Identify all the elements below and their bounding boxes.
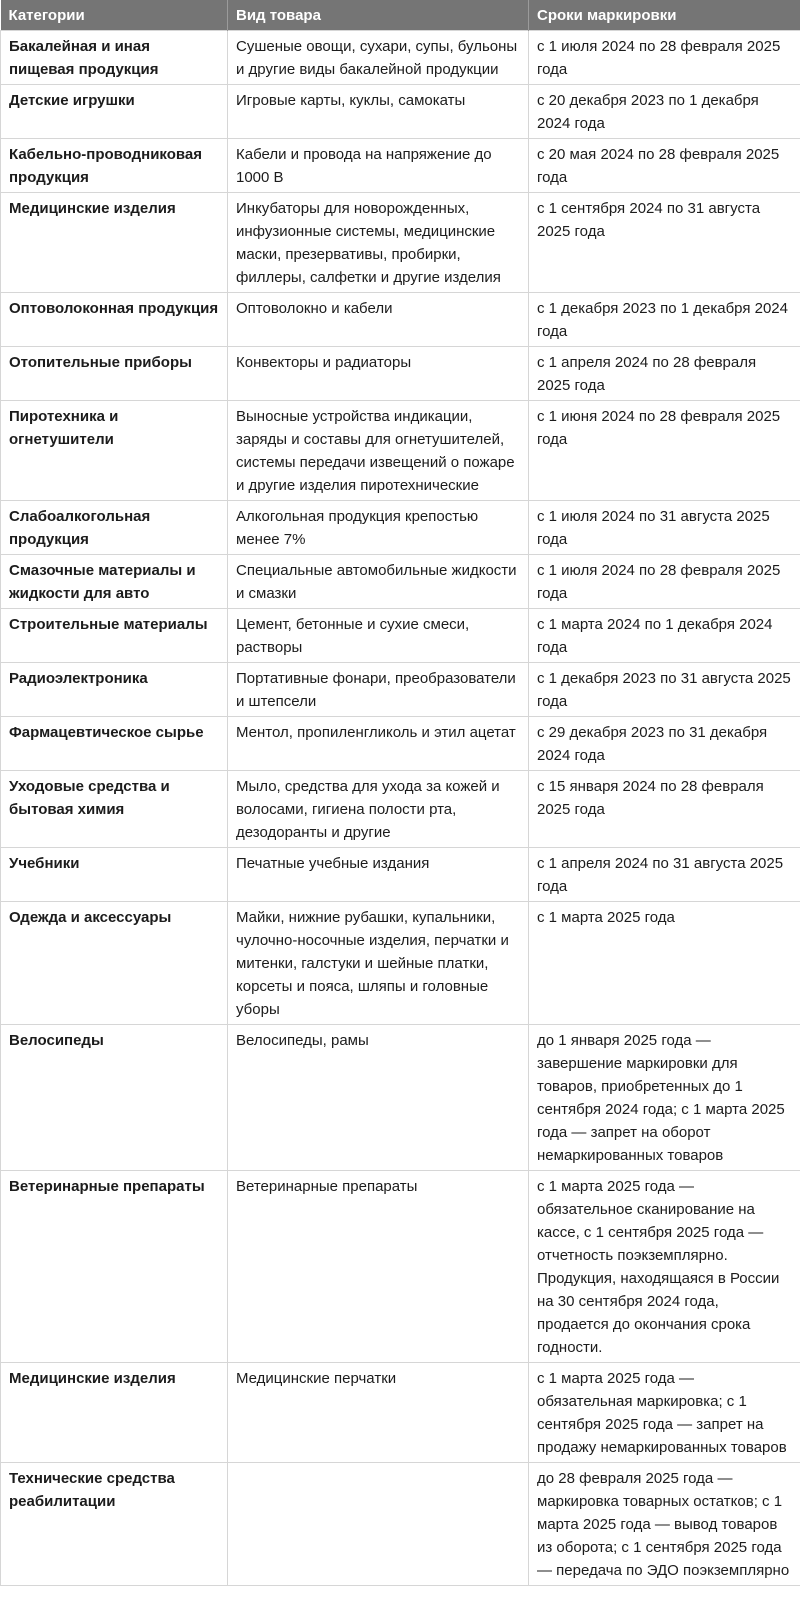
product-type-cell: Конвекторы и радиаторы [228,347,529,401]
category-cell: Слабоалкогольная продукция [1,501,228,555]
category-cell: Технические средства реабилитации [1,1463,228,1586]
category-cell: Смазочные материалы и жидкости для авто [1,555,228,609]
category-cell: Оптоволоконная продукция [1,293,228,347]
table-row [1,848,800,902]
category-cell: Медицинские изделия [1,1363,228,1463]
marking-period-cell: с 1 декабря 2023 по 1 декабря 2024 года [529,293,800,347]
table-row [1,1463,800,1586]
product-type-cell: Медицинские перчатки [228,1363,529,1463]
marking-period-cell: до 28 февраля 2025 года — маркировка товарных остатков; с 1 марта 2025 года — вывод товаров из оборота; с 1 сентября 2025 года — передача по ЭДО поэкземплярно [529,1463,800,1586]
category-cell: Кабельно-проводниковая продукция [1,139,228,193]
category-cell: Уходовые средства и бытовая химия [1,771,228,848]
product-type-cell: Сушеные овощи, сухари, супы, бульоны и другие виды бакалейной продукции [228,31,529,85]
category-cell: Велосипеды [1,1025,228,1171]
marking-period-cell: до 1 января 2025 года — завершение маркировки для товаров, приобретенных до 1 сентября 2024 года; с 1 марта 2025 года — запрет на оборот немаркированных товаров [529,1025,800,1171]
marking-period-cell: с 1 марта 2025 года — обязательная маркировка; с 1 сентября 2025 года — запрет на продажу немаркированных товаров [529,1363,800,1463]
category-cell: Медицинские изделия [1,193,228,293]
table-row [1,609,800,663]
product-type-cell: Портативные фонари, преобразователи и штепсели [228,663,529,717]
product-type-cell [228,1463,529,1586]
category-cell: Одежда и аксессуары [1,902,228,1025]
table-row [1,347,800,401]
product-type-cell: Ментол, пропиленгликоль и этил ацетат [228,717,529,771]
column-header-categories: Категории [1,0,228,31]
column-header-product-type: Вид товара [228,0,529,31]
table-row [1,555,800,609]
category-cell: Фармацевтическое сырье [1,717,228,771]
marking-period-cell: с 20 декабря 2023 по 1 декабря 2024 года [529,85,800,139]
category-cell: Строительные материалы [1,609,228,663]
table-row [1,717,800,771]
table-row [1,1025,800,1171]
category-cell: Пиротехника и огнетушители [1,401,228,501]
table-row [1,193,800,293]
marking-period-cell: с 29 декабря 2023 по 31 декабря 2024 года [529,717,800,771]
table-row [1,85,800,139]
product-type-cell: Кабели и провода на напряжение до 1000 В [228,139,529,193]
marking-period-cell: с 15 января 2024 по 28 февраля 2025 года [529,771,800,848]
category-cell: Ветеринарные препараты [1,1171,228,1363]
category-cell: Детские игрушки [1,85,228,139]
table-row [1,902,800,1025]
category-cell: Радиоэлектроника [1,663,228,717]
column-header-marking-period: Сроки маркировки [529,0,800,31]
marking-period-cell: с 20 мая 2024 по 28 февраля 2025 года [529,139,800,193]
marking-period-cell: с 1 марта 2025 года — обязательное сканирование на кассе, с 1 сентября 2025 года — отчетность поэкземплярно. Продукция, находящаяся в России на 30 сентября 2024 года, продается до окончания срока годности. [529,1171,800,1363]
product-type-cell: Майки, нижние рубашки, купальники, чулочно-носочные изделия, перчатки и митенки, галстуки и шейные платки, корсеты и пояса, шляпы и головные уборы [228,902,529,1025]
marking-period-cell: с 1 марта 2024 по 1 декабря 2024 года [529,609,800,663]
marking-period-cell: с 1 декабря 2023 по 31 августа 2025 года [529,663,800,717]
table-row [1,1363,800,1463]
table-row [1,663,800,717]
product-type-cell: Ветеринарные препараты [228,1171,529,1363]
marking-period-cell: с 1 апреля 2024 по 31 августа 2025 года [529,848,800,902]
table-row [1,1171,800,1363]
product-type-cell: Печатные учебные издания [228,848,529,902]
product-type-cell: Выносные устройства индикации, заряды и составы для огнетушителей, системы передачи извещений о пожаре и другие изделия пиротехнические [228,401,529,501]
marking-period-cell: с 1 июня 2024 по 28 февраля 2025 года [529,401,800,501]
marking-period-cell: с 1 июля 2024 по 31 августа 2025 года [529,501,800,555]
category-cell: Отопительные приборы [1,347,228,401]
marking-period-cell: с 1 марта 2025 года [529,902,800,1025]
table-body [1,31,800,1586]
table-row [1,139,800,193]
product-type-cell: Инкубаторы для новорожденных, инфузионные системы, медицинские маски, презервативы, пробирки, филлеры, салфетки и другие изделия [228,193,529,293]
marking-period-cell: с 1 сентября 2024 по 31 августа 2025 года [529,193,800,293]
product-type-cell: Оптоволокно и кабели [228,293,529,347]
product-type-cell: Игровые карты, куклы, самокаты [228,85,529,139]
table-row [1,771,800,848]
product-type-cell: Цемент, бетонные и сухие смеси, растворы [228,609,529,663]
marking-period-cell: с 1 июля 2024 по 28 февраля 2025 года [529,555,800,609]
category-cell: Учебники [1,848,228,902]
table-row [1,293,800,347]
product-type-cell: Специальные автомобильные жидкости и смазки [228,555,529,609]
table-row [1,31,800,85]
table-row [1,401,800,501]
header-row [1,0,800,31]
product-type-cell: Мыло, средства для ухода за кожей и волосами, гигиена полости рта, дезодоранты и другие [228,771,529,848]
marking-period-cell: с 1 апреля 2024 по 28 февраля 2025 года [529,347,800,401]
category-cell: Бакалейная и иная пищевая продукция [1,31,228,85]
marking-period-cell: с 1 июля 2024 по 28 февраля 2025 года [529,31,800,85]
product-type-cell: Алкогольная продукция крепостью менее 7% [228,501,529,555]
product-type-cell: Велосипеды, рамы [228,1025,529,1171]
table-row [1,501,800,555]
